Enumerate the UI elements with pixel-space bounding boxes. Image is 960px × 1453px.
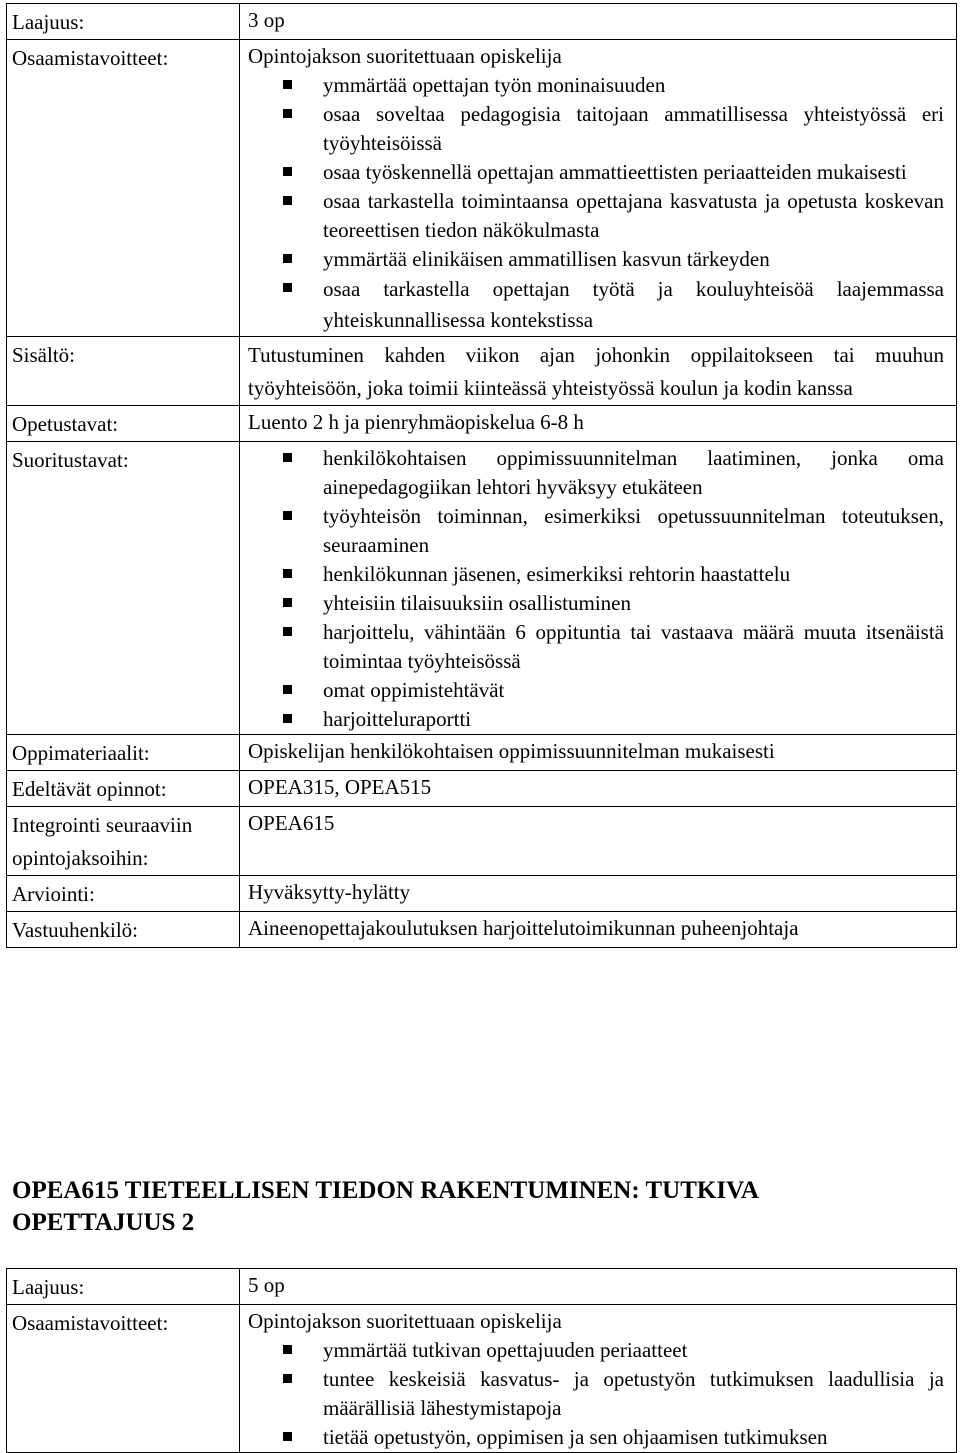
label-osaamistavoitteet: Osaamistavoitteet: xyxy=(7,1305,240,1453)
list-item xyxy=(248,1365,944,1423)
row-osaamistavoitteet xyxy=(7,40,957,337)
label-osaamistavoitteet: Osaamistavoitteet: xyxy=(7,40,240,337)
row-sisalto xyxy=(7,337,957,406)
list-item-text: yhteisiin tilaisuuksiin osallistuminen xyxy=(323,591,631,615)
square-bullet-icon xyxy=(283,453,292,462)
row-opetustavat xyxy=(7,406,957,442)
list-item-text: osaa työskennellä opettajan ammattieettisten periaatteiden mukaisesti xyxy=(323,160,907,184)
list-item-text: työyhteisön toiminnan, esimerkiksi opetussuunnitelman toteutuksen, seuraaminen xyxy=(323,504,944,557)
list-item-text: osaa tarkastella opettajan työtä ja kouluyhteisöä laajemmassa yhteiskunnallisessa kontekstissa xyxy=(323,277,944,332)
value-suoritustavat xyxy=(240,442,957,735)
square-bullet-icon xyxy=(283,283,292,292)
square-bullet-icon xyxy=(283,1374,292,1383)
value-oppimateriaalit: Opiskelijan henkilökohtaisen oppimissuunnitelman mukaisesti xyxy=(240,735,957,771)
list-item xyxy=(248,71,944,100)
row-osaamistavoitteet-2 xyxy=(7,1305,957,1453)
value-integrointi: OPEA615 xyxy=(240,807,957,876)
list-item xyxy=(248,1336,944,1365)
list-item-text: osaa tarkastella toimintaansa opettajana kasvatusta ja opetusta koskevan teoreettisen tiedon näkökulmasta xyxy=(323,189,944,242)
sisalto-text: Tutustuminen kahden viikon ajan johonkin oppilaitokseen tai muuhun työyhteisöön, joka toimii kiinteässä yhteistyössä koulun ja kodin kanssa xyxy=(248,343,944,400)
list-item-text: harjoitteluraportti xyxy=(323,707,472,731)
list-item-text: tietää opetustyön, oppimisen ja sen ohjaamisen tutkimuksen xyxy=(323,1425,828,1449)
list-item-text: ymmärtää elinikäisen ammatillisen kasvun tärkeyden xyxy=(323,247,770,271)
square-bullet-icon xyxy=(283,1345,292,1354)
value-arviointi: Hyväksytty-hylätty xyxy=(240,876,957,912)
list-item xyxy=(248,444,944,502)
label-opetustavat: Opetustavat: xyxy=(7,406,240,442)
list-item-text: harjoittelu, vähintään 6 oppituntia tai vastaava määrä muuta itsenäistä toimintaa työyhteisössä xyxy=(323,620,944,673)
square-bullet-icon xyxy=(283,1432,292,1441)
list-item xyxy=(248,705,944,734)
square-bullet-icon xyxy=(283,685,292,694)
row-vastuuhenkilo xyxy=(7,912,957,948)
list-item-text: ymmärtää opettajan työn moninaisuuden xyxy=(323,73,666,97)
list-item-text: tuntee keskeisiä kasvatus- ja opetustyön tutkimuksen laadullisia ja määrällisiä lähestymistapoja xyxy=(323,1367,944,1420)
value-sisalto xyxy=(240,337,957,406)
list-item xyxy=(248,100,944,158)
list-item xyxy=(248,560,944,589)
label-sisalto: Sisältö: xyxy=(7,337,240,406)
square-bullet-icon xyxy=(283,569,292,578)
course-table-2 xyxy=(6,1268,957,1453)
value-laajuus: 3 op xyxy=(240,4,957,40)
label-oppimateriaalit: Oppimateriaalit: xyxy=(7,735,240,771)
square-bullet-icon xyxy=(283,109,292,118)
list-item xyxy=(248,158,944,187)
value-opetustavat: Luento 2 h ja pienryhmäopiskelua 6-8 h xyxy=(240,406,957,442)
label-suoritustavat: Suoritustavat: xyxy=(7,442,240,735)
goals-intro: Opintojakson suoritettuaan opiskelija xyxy=(248,1309,562,1333)
list-item xyxy=(248,245,944,274)
list-item xyxy=(248,676,944,705)
course-table-1 xyxy=(6,3,957,948)
row-suoritustavat xyxy=(7,442,957,735)
square-bullet-icon xyxy=(283,511,292,520)
goals-list xyxy=(248,71,944,336)
completion-list xyxy=(248,444,944,734)
value-osaamistavoitteet xyxy=(240,1305,957,1453)
label-vastuuhenkilo: Vastuuhenkilö: xyxy=(7,912,240,948)
list-item xyxy=(248,502,944,560)
list-item-text: henkilökunnan jäsenen, esimerkiksi rehtorin haastattelu xyxy=(323,562,791,586)
square-bullet-icon xyxy=(283,627,292,636)
square-bullet-icon xyxy=(283,254,292,263)
label-laajuus: Laajuus: xyxy=(7,1269,240,1305)
list-item-text: henkilökohtaisen oppimissuunnitelman laatiminen, jonka oma ainepedagogiikan lehtori hyväksyy etukäteen xyxy=(323,446,944,499)
label-edeltavat: Edeltävät opinnot: xyxy=(7,771,240,807)
course-heading: OPEA615 TIETEELLISEN TIEDON RAKENTUMINEN: TUTKIVA OPETTAJUUS 2 xyxy=(12,1177,758,1236)
list-item xyxy=(248,187,944,245)
value-vastuuhenkilo: Aineenopettajakoulutuksen harjoittelutoimikunnan puheenjohtaja xyxy=(240,912,957,948)
list-item xyxy=(248,589,944,618)
square-bullet-icon xyxy=(283,714,292,723)
row-laajuus xyxy=(7,4,957,40)
square-bullet-icon xyxy=(283,80,292,89)
row-laajuus-2 xyxy=(7,1269,957,1305)
list-item xyxy=(248,1423,944,1452)
list-item xyxy=(248,274,944,336)
value-osaamistavoitteet xyxy=(240,40,957,337)
list-item xyxy=(248,618,944,676)
goals-intro: Opintojakson suoritettuaan opiskelija xyxy=(248,44,562,68)
label-arviointi: Arviointi: xyxy=(7,876,240,912)
row-integrointi xyxy=(7,807,957,876)
value-laajuus: 5 op xyxy=(240,1269,957,1305)
goals-list xyxy=(248,1336,944,1452)
square-bullet-icon xyxy=(283,598,292,607)
list-item-text: osaa soveltaa pedagogisia taitojaan ammatillisessa yhteistyössä eri työyhteisöissä xyxy=(323,102,944,155)
value-edeltavat: OPEA315, OPEA515 xyxy=(240,771,957,807)
square-bullet-icon xyxy=(283,196,292,205)
list-item-text: ymmärtää tutkivan opettajuuden periaatteet xyxy=(323,1338,688,1362)
list-item-text: omat oppimistehtävät xyxy=(323,678,505,702)
row-oppimateriaalit xyxy=(7,735,957,771)
square-bullet-icon xyxy=(283,167,292,176)
label-integrointi: Integrointi seuraaviin opintojaksoihin: xyxy=(7,807,240,876)
row-edeltavat xyxy=(7,771,957,807)
label-laajuus: Laajuus: xyxy=(7,4,240,40)
row-arviointi xyxy=(7,876,957,912)
